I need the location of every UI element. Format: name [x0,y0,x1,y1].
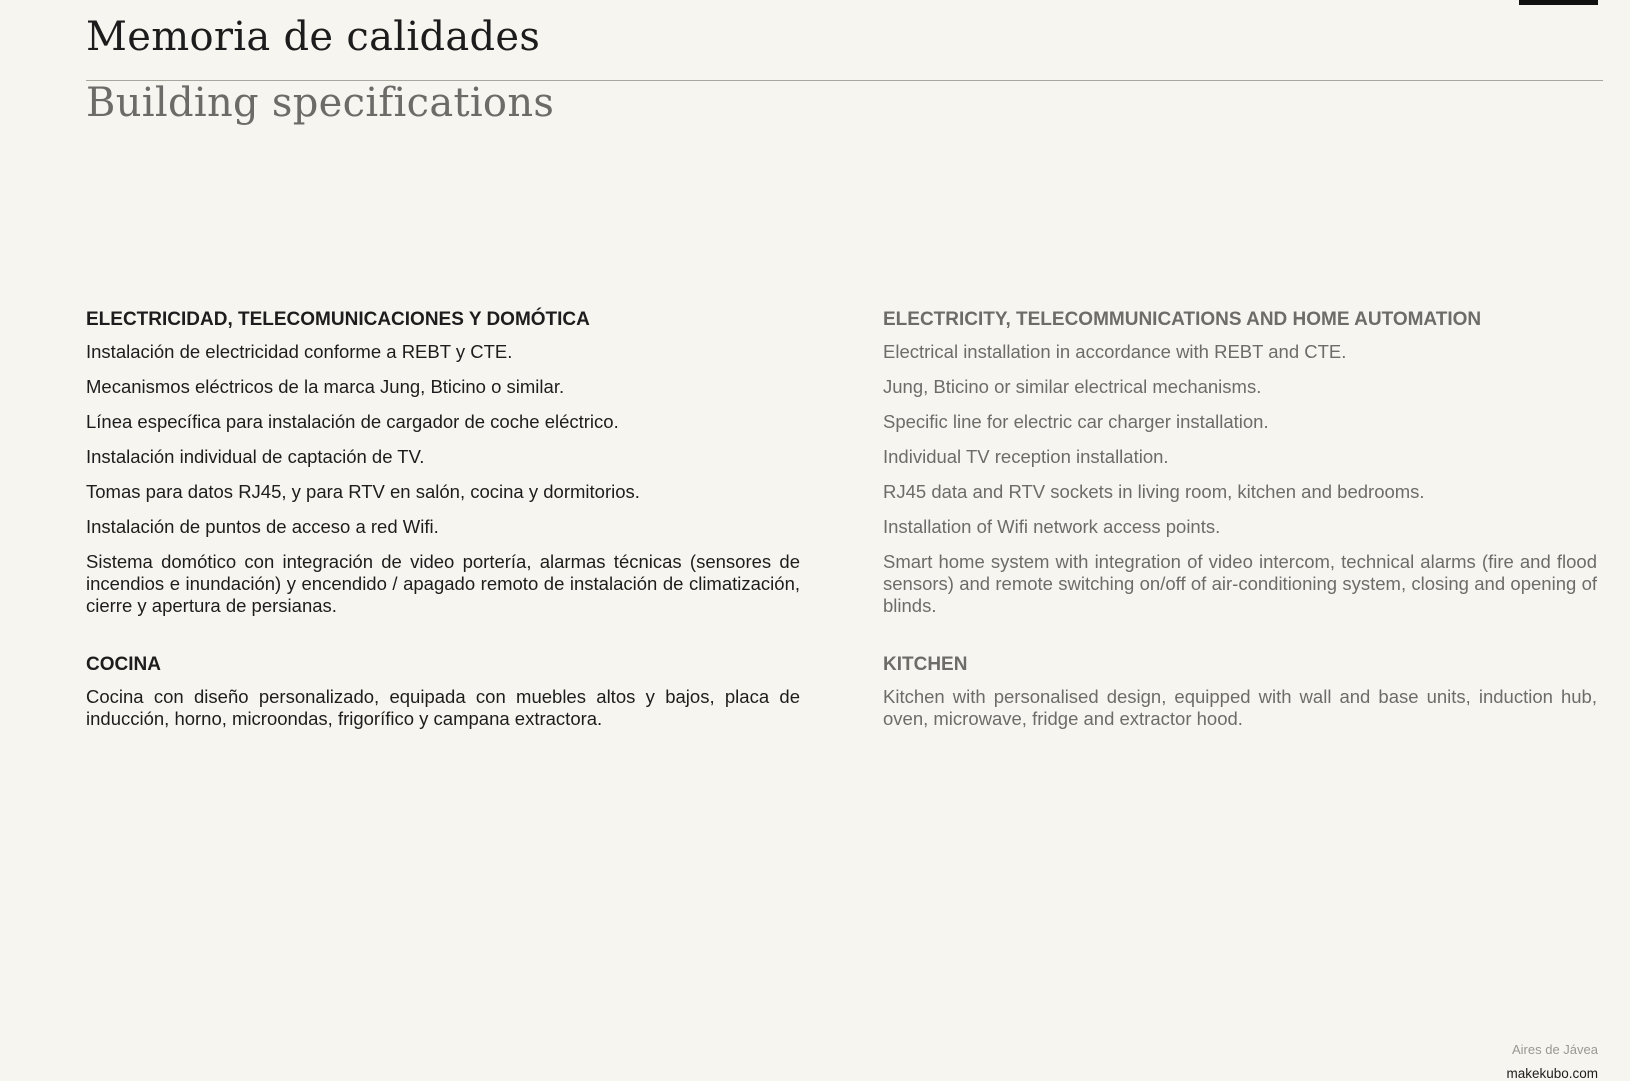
page-title-spanish: Memoria de calidades [86,14,541,60]
spec-item: Línea específica para instalación de cargador de coche eléctrico. [86,411,619,432]
section-heading: KITCHEN [883,654,968,675]
spec-item: Specific line for electric car charger installation. [883,411,1269,432]
page-tab-marker [1519,0,1598,5]
footer-project-name: Aires de Jávea [1512,1042,1598,1057]
spec-item: Smart home system with integration of video intercom, technical alarms (fire and flood sensors) and remote switching on/off of air-conditioning system, closing and opening of blinds. [883,551,1597,616]
spec-item: Tomas para datos RJ45, y para RTV en salón, cocina y dormitorios. [86,481,640,502]
english-column [883,308,1597,766]
spec-item: Electrical installation in accordance with REBT and CTE. [883,341,1347,362]
spec-item: Mecanismos eléctricos de la marca Jung, Bticino o similar. [86,376,565,397]
section-electricidad [86,308,800,617]
footer-website: makekubo.com [1506,1066,1598,1081]
section-kitchen [883,653,1597,730]
page-title-english: Building specifications [86,80,555,126]
spanish-column [86,308,800,766]
spec-item: Cocina con diseño personalizado, equipada con muebles altos y bajos, placa de inducción, horno, microondas, frigorífico y campana extractora. [86,686,800,729]
spec-item: Instalación individual de captación de TV. [86,446,425,467]
spec-item: Kitchen with personalised design, equipped with wall and base units, induction hub, oven, microwave, fridge and extractor hood. [883,686,1597,729]
spec-item: Jung, Bticino or similar electrical mechanisms. [883,376,1262,397]
section-electricity [883,308,1597,617]
spec-item: Instalación de puntos de acceso a red Wifi. [86,516,439,537]
spec-item: Sistema domótico con integración de video portería, alarmas técnicas (sensores de incendios e inundación) y encendido / apagado remoto de instalación de climatización, cierre y apertura de persianas. [86,551,800,616]
spec-item: Instalación de electricidad conforme a REBT y CTE. [86,341,513,362]
section-heading: ELECTRICIDAD, TELECOMUNICACIONES Y DOMÓTICA [86,309,590,330]
section-heading: ELECTRICITY, TELECOMMUNICATIONS AND HOME AUTOMATION [883,309,1482,330]
spec-item: Individual TV reception installation. [883,446,1169,467]
spec-item: Installation of Wifi network access points. [883,516,1221,537]
section-cocina [86,653,800,730]
spec-item: RJ45 data and RTV sockets in living room, kitchen and bedrooms. [883,481,1425,502]
section-heading: COCINA [86,654,161,675]
